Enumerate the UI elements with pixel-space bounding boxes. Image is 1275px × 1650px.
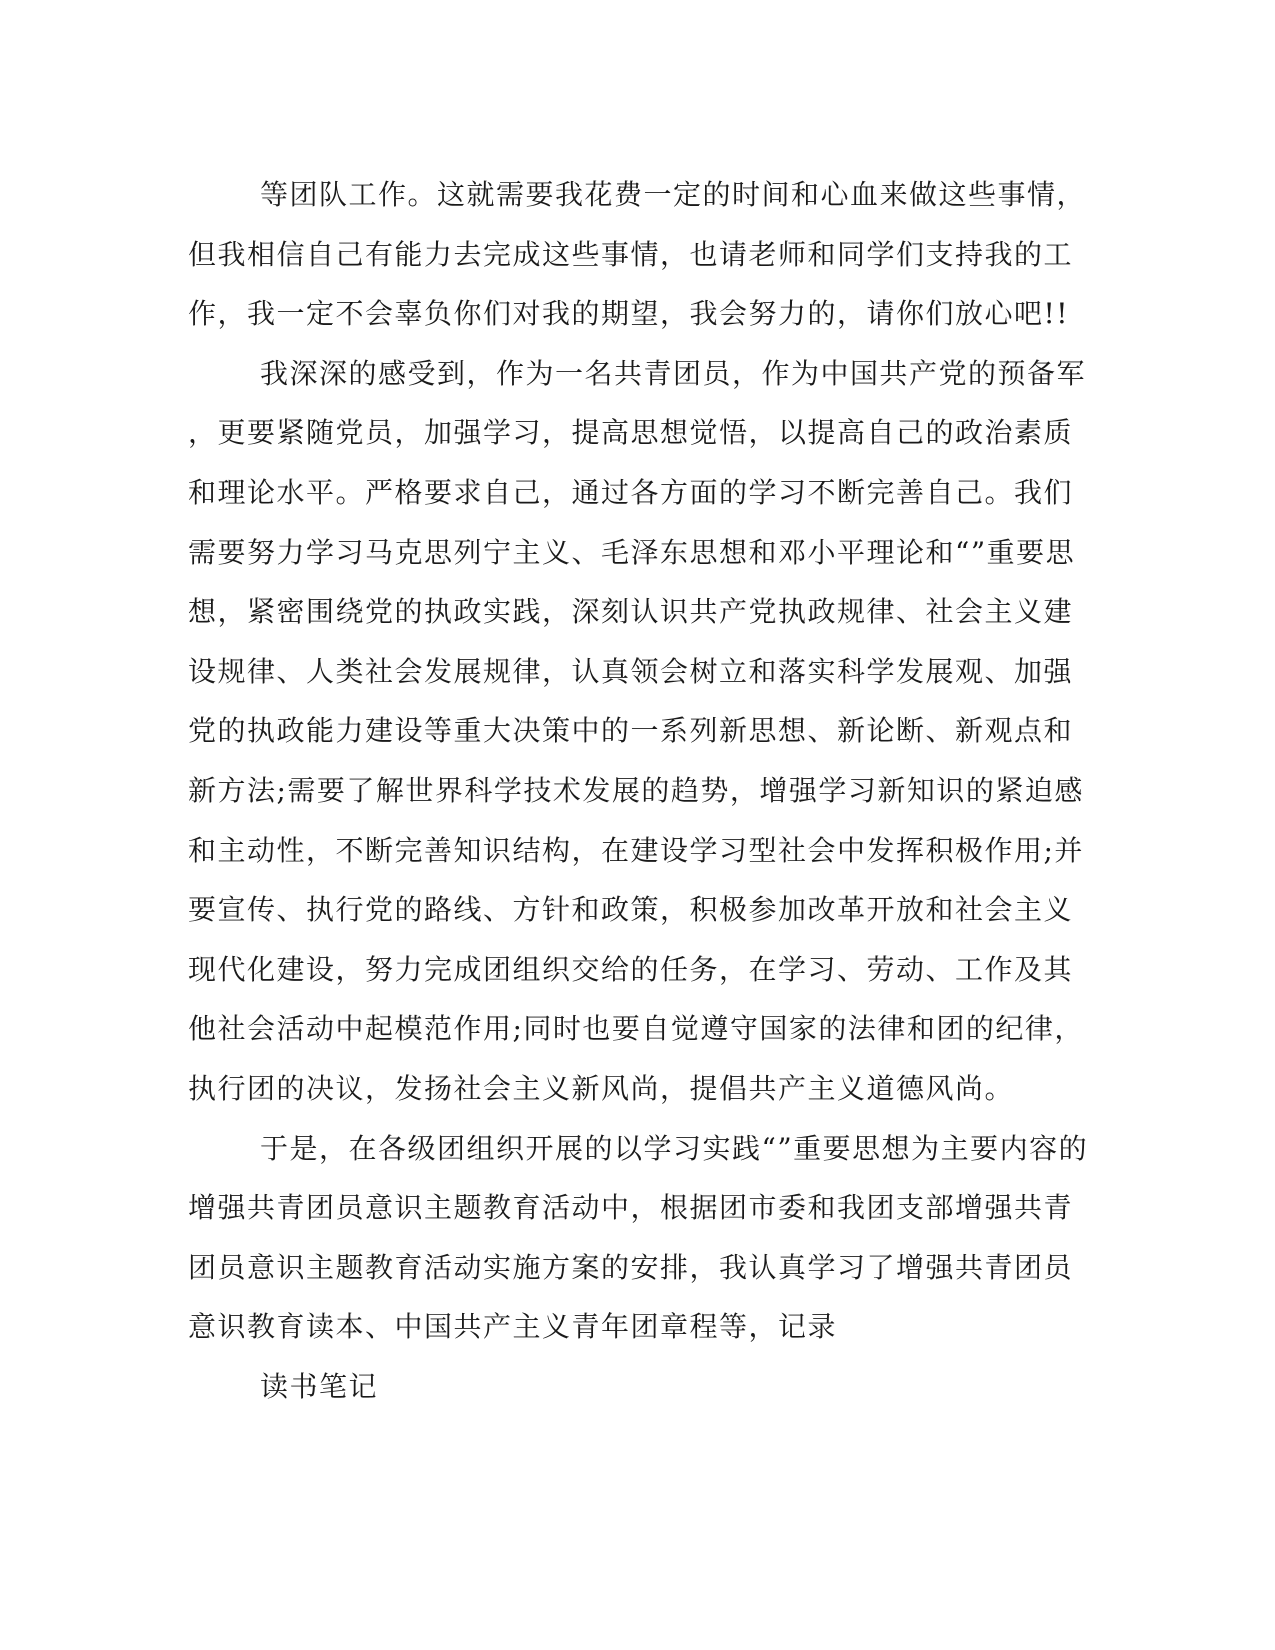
- text-line: 他社会活动中起模范作用;同时也要自觉遵守国家的法律和团的纪律，: [188, 1012, 1084, 1046]
- text-line: 新方法;需要了解世界科学技术发展的趋势，增强学习新知识的紧迫感: [188, 773, 1084, 807]
- text-line: 执行团的决议，发扬社会主义新风尚，提倡共产主义道德风尚。: [188, 1071, 1015, 1105]
- text-line: 读书笔记: [260, 1369, 379, 1403]
- text-line: 增强共青团员意识主题教育活动中，根据团市委和我团支部增强共青: [188, 1191, 1074, 1225]
- text-line: 党的执政能力建设等重大决策中的一系列新思想、新论断、新观点和: [188, 714, 1074, 748]
- text-line: 和主动性，不断完善知识结构，在建设学习型社会中发挥积极作用;并: [188, 833, 1084, 867]
- text-line: 作，我一定不会辜负你们对我的期望，我会努力的，请你们放心吧!!: [188, 297, 1070, 331]
- text-line: 团员意识主题教育活动实施方案的安排，我认真学习了增强共青团员: [188, 1250, 1074, 1284]
- text-line: 设规律、人类社会发展规律，认真领会树立和落实科学发展观、加强: [188, 654, 1074, 688]
- text-line: ，更要紧随党员，加强学习，提高思想觉悟，以提高自己的政治素质: [188, 416, 1074, 450]
- text-line: 等团队工作。这就需要我花费一定的时间和心血来做这些事情，: [260, 178, 1087, 211]
- text-line: 需要努力学习马克思列宁主义、毛泽东思想和邓小平理论和“”重要思: [188, 535, 1076, 569]
- text-line: 我深深的感受到，作为一名共青团员，作为中国共产党的预备军: [260, 356, 1087, 390]
- text-line: 现代化建设，努力完成团组织交给的任务，在学习、劳动、工作及其: [188, 952, 1074, 986]
- body-text: [188, 165, 1088, 1416]
- text-line: 意识教育读本、中国共产主义青年团章程等，记录: [188, 1310, 838, 1344]
- text-line: 要宣传、执行党的路线、方针和政策，积极参加改革开放和社会主义: [188, 893, 1074, 927]
- text-line: 想，紧密围绕党的执政实践，深刻认识共产党执政规律、社会主义建: [188, 595, 1074, 629]
- text-line: 于是，在各级团组织开展的以学习实践“”重要思想为主要内容的: [260, 1131, 1089, 1165]
- text-line: 但我相信自己有能力去完成这些事情，也请老师和同学们支持我的工: [188, 237, 1074, 271]
- text-line: 和理论水平。严格要求自己，通过各方面的学习不断完善自己。我们: [188, 475, 1074, 509]
